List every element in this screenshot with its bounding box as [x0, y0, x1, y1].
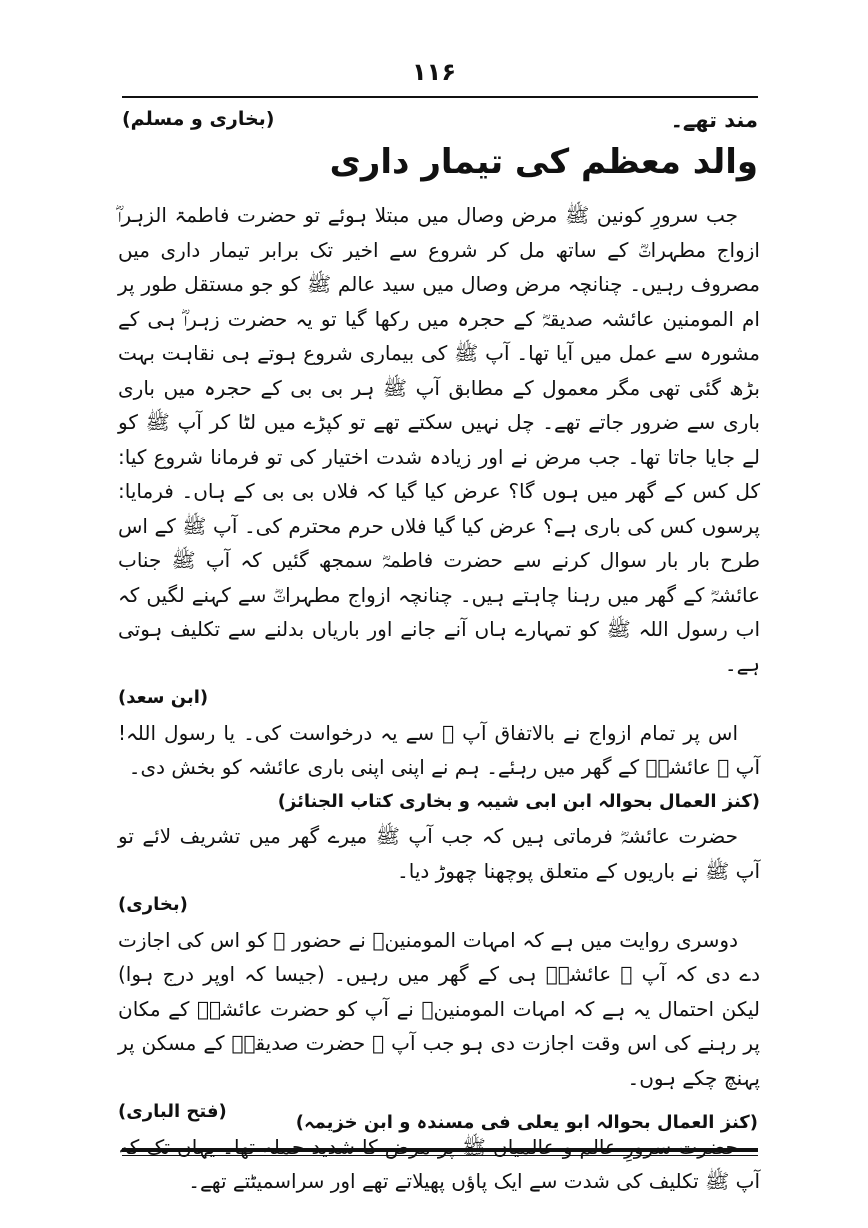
paragraph-3: حضرت عائشہؓ فرماتی ہیں کہ جب آپ ﷺ میرے گھر میں تشریف لائے تو آپ ﷺ نے باریوں کے متعلق پوچھنا چھوڑ دیا۔ — [118, 824, 760, 883]
section-title: والد معظم کی تیمار داری — [329, 142, 758, 182]
header-rule — [122, 96, 758, 98]
paragraph-5: حضرت سرورِ عالم و عالمیاں ﷺ پر مرض کا شدید حملہ تھا۔ یہاں تک کہ آپ ﷺ تکلیف کی شدت سے ایک پاؤں پھیلاتے تھے اور سراسمیٹتے تھے۔ — [118, 1134, 760, 1193]
citation-4: (فتح الباری) — [118, 1101, 227, 1122]
continued-text: مند تھے۔ — [670, 108, 758, 132]
page-number: ۱۱۶ — [412, 58, 456, 86]
body-text — [118, 198, 760, 1199]
footer-rule-thin — [122, 1155, 758, 1156]
citation-1: (ابن سعد) — [118, 687, 209, 708]
paragraph-4: دوسری روایت میں ہے کہ امہات المومنینؓ نے حضور ﷺ کو اس کی اجازت دے دی کہ آپ ﷺ عائشہؓ ہی کے گھر میں رہیں۔ (جیسا کہ اوپر درج ہوا) لیکن احتمال یہ ہے کہ امہات المومنینؓ نے آپ کو حضرت عائشہؓ کے مکان پر رہنے کی اس وقت اجازت دی ہو جب آپ ﷺ حضرت صدیقہؓ کے مسکن پر پہنچ چکے ہوں۔ — [118, 927, 760, 1090]
footer-citation: (کنز العمال بحوالہ ابو یعلی فی مسندہ و ابن خزیمہ) — [295, 1112, 758, 1133]
citation-2: (کنز العمال بحوالہ ابن ابی شیبہ و بخاری کتاب الجنائز) — [277, 790, 760, 812]
header-row — [122, 108, 758, 144]
footer-rule-thick — [122, 1148, 758, 1152]
header-citation: (بخاری و مسلم) — [122, 108, 275, 130]
paragraph-2: اس پر تمام ازواج نے بالاتفاق آپ ﷺ سے یہ درخواست کی۔ یا رسول اللہ! آپ ﷺ عائشہؓ کے گھر میں رہئے۔ ہم نے اپنی اپنی باری عائشہ کو بخش دی۔ — [118, 720, 760, 779]
paragraph-1: جب سرورِ کونین ﷺ مرض وصال میں مبتلا ہوئے تو حضرت فاطمۃ الزہراؓ ازواج مطہراتؓ کے ساتھ مل کر شروع سے اخیر تک برابر تیمار داری میں مصروف رہیں۔ چنانچہ مرض وصال میں سید عالم ﷺ کو جو مستقل طور پر ام المومنین عائشہ صدیقہؓ کے حجرہ میں رکھا گیا تو یہ حضرت زہراؓ ہی کے مشورہ سے عمل میں آیا تھا۔ آپ ﷺ کی بیماری شروع ہوتے ہی نقاہت بہت بڑھ گئی تھی مگر معمول کے مطابق آپ ﷺ ہر بی بی کے حجرہ میں باری باری سے ضرور جاتے تھے۔ چل نہیں سکتے تھے تو کپڑے میں لٹا کر آپ ﷺ کو لے جایا جاتا تھا۔ جب مرض نے اور زیادہ شدت اختیار کی تو فرمانا شروع کیا: کل کس کے گھر میں ہوں گا؟ عرض کیا گیا کہ فلاں بی بی کے ہاں۔ فرمایا: پرسوں کس کی باری ہے؟ عرض کیا گیا فلاں حرم محترم کی۔ آپ ﷺ کے اس طرح بار بار سوال کرنے سے حضرت فاطمہؓ سمجھ گئیں کہ آپ ﷺ جناب عائشہؓ کے گھر میں رہنا چاہتے ہیں۔ چنانچہ ازواج مطہراتؓ سے کہنے لگیں کہ اب رسول اللہ ﷺ کو تمہارے ہاں آنے جانے اور باریاں بدلنے سے تکلیف ہوتی ہے۔ — [118, 203, 760, 676]
citation-3: (بخاری) — [118, 894, 188, 915]
